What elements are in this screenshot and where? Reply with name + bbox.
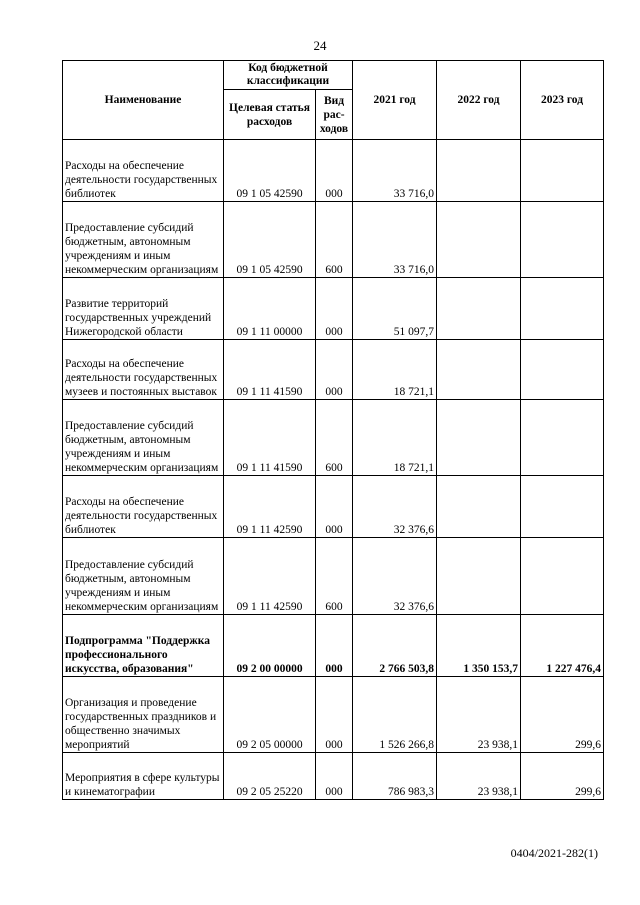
row-value-2021: 786 983,3 [353,753,437,800]
row-value-2023 [521,278,604,340]
row-vid: 000 [316,677,353,753]
row-vid: 000 [316,140,353,202]
table-row [63,340,604,400]
table-row [63,677,604,753]
header-target: Целевая статья расходов [224,90,316,140]
row-value-2023 [521,400,604,476]
row-value-2022 [437,278,521,340]
row-value-2023 [521,538,604,615]
row-value-2022: 23 938,1 [437,753,521,800]
row-code: 09 1 11 42590 [224,538,316,615]
row-value-2022: 23 938,1 [437,677,521,753]
row-value-2021: 32 376,6 [353,476,437,538]
row-code: 09 1 11 00000 [224,278,316,340]
header-2023: 2023 год [521,61,604,140]
row-name: Мероприятия в сфере культуры и кинематографии [63,753,224,800]
row-name: Предоставление субсидий бюджетным, автономным учреждениям и иным некоммерческим организациям [63,202,224,278]
row-value-2022 [437,400,521,476]
header-2022: 2022 год [437,61,521,140]
header-2021: 2021 год [353,61,437,140]
row-value-2021: 32 376,6 [353,538,437,615]
row-name: Расходы на обеспечение деятельности государственных библиотек [63,476,224,538]
row-value-2023 [521,340,604,400]
table-row [63,476,604,538]
table-row [63,278,604,340]
row-vid: 000 [316,753,353,800]
row-vid: 600 [316,202,353,278]
row-value-2021: 51 097,7 [353,278,437,340]
row-code: 09 1 05 42590 [224,140,316,202]
row-value-2021: 33 716,0 [353,140,437,202]
table-row [63,538,604,615]
header-row [63,61,604,90]
page-number: 24 [313,38,327,53]
table-row [63,140,604,202]
row-code: 09 1 11 42590 [224,476,316,538]
header-name: Наименование [63,61,224,140]
budget-table [62,60,604,800]
row-value-2023: 299,6 [521,677,604,753]
row-code: 09 1 05 42590 [224,202,316,278]
header-code-group: Код бюджетной классификации [224,61,353,90]
table-row [63,753,604,800]
row-vid: 000 [316,278,353,340]
row-name: Предоставление субсидий бюджетным, автономным учреждениям и иным некоммерческим организациям [63,400,224,476]
row-vid: 600 [316,538,353,615]
row-value-2021: 33 716,0 [353,202,437,278]
row-value-2022 [437,140,521,202]
row-name: Подпрограмма "Поддержка профессионального искусства, образования" [63,615,224,677]
row-name: Организация и проведение государственных праздников и общественно значимых мероприятий [63,677,224,753]
row-value-2023: 1 227 476,4 [521,615,604,677]
row-vid: 000 [316,615,353,677]
row-value-2021: 18 721,1 [353,400,437,476]
row-value-2021: 2 766 503,8 [353,615,437,677]
row-value-2022 [437,202,521,278]
row-value-2023 [521,140,604,202]
row-code: 09 1 11 41590 [224,340,316,400]
table-row [63,615,604,677]
row-code: 09 2 05 25220 [224,753,316,800]
row-vid: 000 [316,476,353,538]
document-id: 0404/2021-282(1) [510,846,598,860]
row-value-2023: 299,6 [521,753,604,800]
row-value-2021: 18 721,1 [353,340,437,400]
row-value-2022: 1 350 153,7 [437,615,521,677]
row-value-2021: 1 526 266,8 [353,677,437,753]
row-code: 09 2 00 00000 [224,615,316,677]
row-vid: 600 [316,400,353,476]
table-row [63,202,604,278]
row-value-2022 [437,538,521,615]
header-vid: Вид рас-ходов [316,90,353,140]
table-row [63,400,604,476]
row-value-2022 [437,340,521,400]
row-vid: 000 [316,340,353,400]
row-name: Предоставление субсидий бюджетным, автономным учреждениям и иным некоммерческим организациям [63,538,224,615]
row-name: Расходы на обеспечение деятельности государственных библиотек [63,140,224,202]
row-value-2022 [437,476,521,538]
row-code: 09 2 05 00000 [224,677,316,753]
row-name: Расходы на обеспечение деятельности государственных музеев и постоянных выставок [63,340,224,400]
row-name: Развитие территорий государственных учреждений Нижегородской области [63,278,224,340]
row-value-2023 [521,476,604,538]
row-value-2023 [521,202,604,278]
row-code: 09 1 11 41590 [224,400,316,476]
